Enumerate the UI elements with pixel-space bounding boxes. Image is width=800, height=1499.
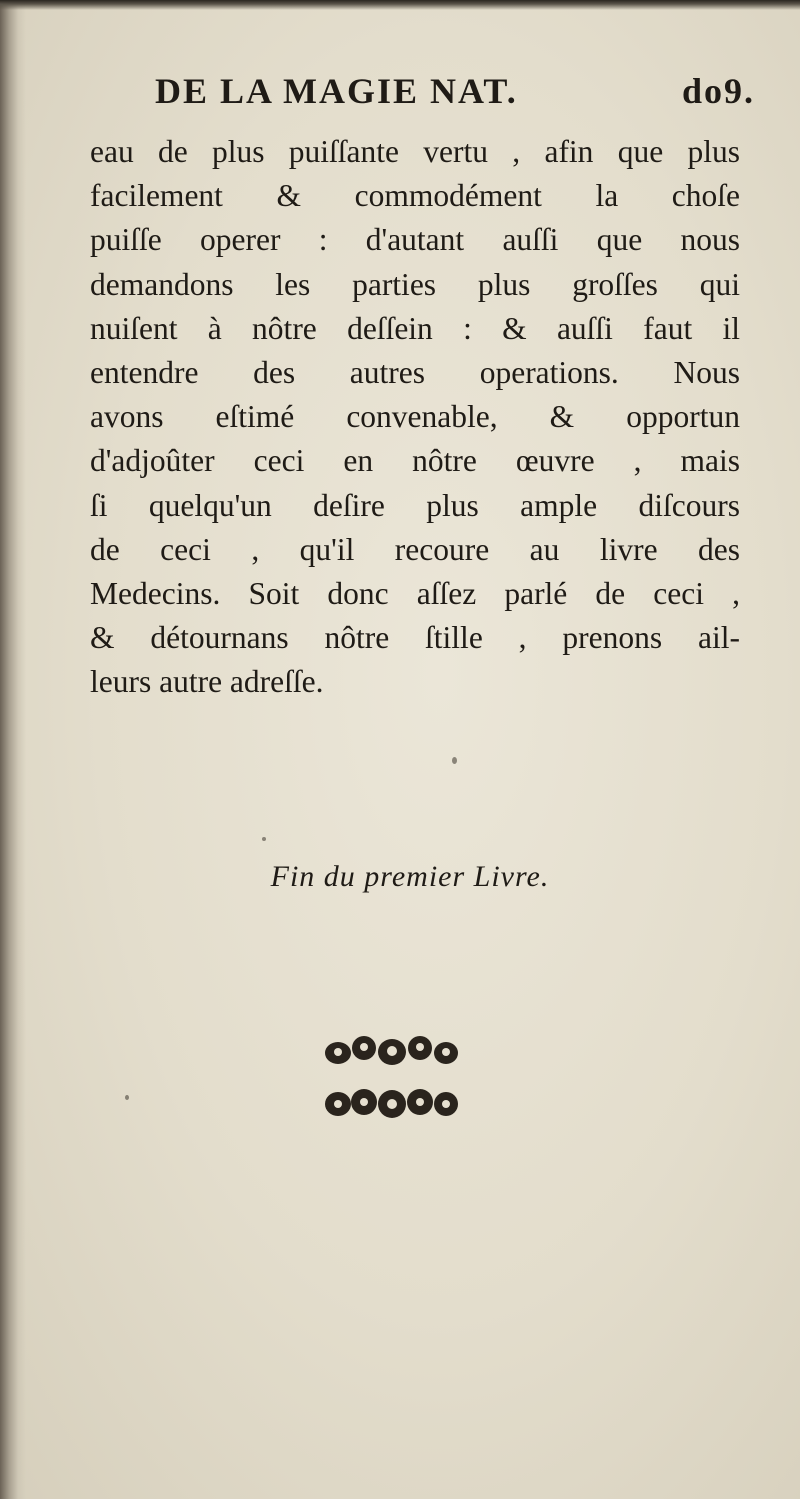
text-line: d'adjoûter ceci en nôtre œuvre , mais [90,443,740,479]
text-line: ſi quelqu'un deſire plus ample diſcours [90,487,740,523]
text-line: entendre des autres operations. Nous [90,355,740,391]
book-spine-shadow [0,0,26,1499]
text-line: demandons les parties plus groſſes qui [90,266,740,302]
text-line: avons eſtimé convenable, & opportun [90,399,740,435]
text-line: Medecins. Soit donc aſſez parlé de ceci , [90,576,740,612]
paper-speck [125,1095,129,1100]
text-line: puiſſe operer : d'autant auſſi que nous [90,222,740,258]
text-line: leurs autre adreſſe. [90,664,324,700]
page-top-edge [0,0,800,10]
text-line: de ceci , qu'il recoure au livre des [90,531,740,567]
text-line: facilement & commodément la choſe [90,178,740,214]
fleuron-ornament-icon [320,1080,470,1126]
paper-speck [452,757,457,764]
running-head [155,70,755,124]
text-line: & détournans nôtre ſtille , prenons ail- [90,620,740,656]
text-line: eau de plus puiſſante vertu , afin que plus [90,134,740,169]
text-line: nuiſent à nôtre deſſein : & auſſi faut il [90,310,740,346]
body-text [90,130,740,705]
paper-speck [262,837,266,841]
fleuron-ornament-icon [320,1030,470,1076]
end-of-book-title: Fin du premier Livre. [270,860,550,893]
page-number: do9. [681,71,755,111]
running-head-title: DE LA MAGIE NAT. [155,71,518,111]
